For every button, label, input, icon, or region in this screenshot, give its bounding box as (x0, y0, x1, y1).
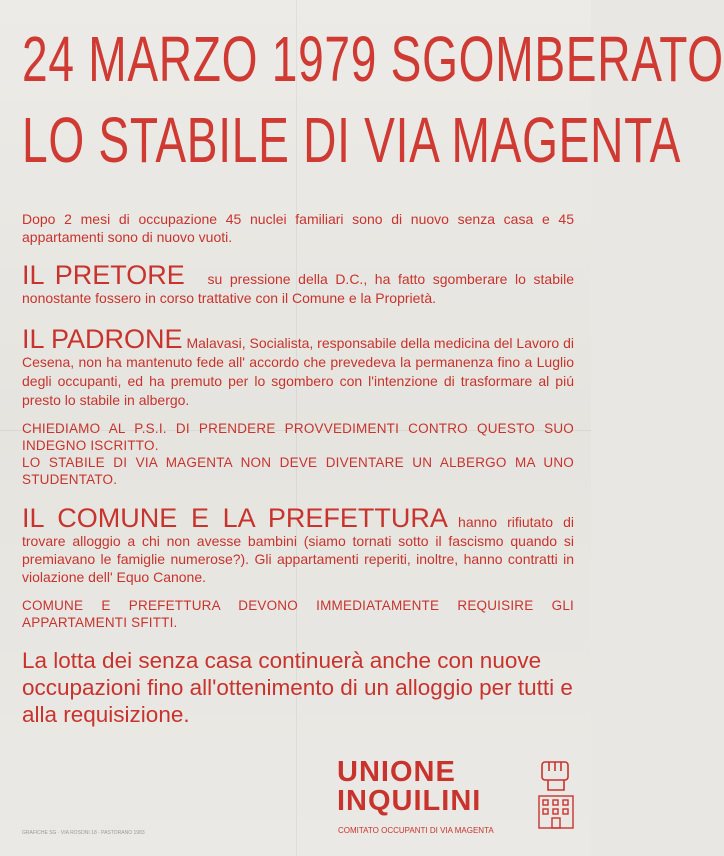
comune-text: hanno rifiutato di trovare alloggio a chi non avesse bambini (siamo tornati sotto il fascismo quando si premiavano le famiglie numerose?). Gli appartamenti reperiti, inoltre, hanno contratti in violazione dell' Equo Canone. (22, 514, 574, 585)
comune-heading: IL COMUNE E LA PREFETTURA (22, 503, 448, 533)
padrone-text: Malavasi, Socialista, responsabile della medicina del Lavoro di Cesena, non ha mantenuto fede all' accordo che prevedeva la permanenza fino a Luglio degli occupanti, ed ha premuto per lo sgombero con l'intenzione di trasformare al piú presto lo stabile in albergo. (22, 335, 575, 408)
demand-studentato: LO STABILE DI VIA MAGENTA NON DEVE DIVENTARE UN ALBERGO MA UNO STUDENTATO. (22, 455, 574, 487)
headline-line-2: LO STABILE DI VIA MAGENTA (22, 104, 682, 176)
logo-line-2: INQUILINI (337, 785, 482, 817)
demand-requisire: COMUNE E PREFETTURA DEVONO IMMEDIATAMENTE REQUISIRE GLI APPARTAMENTI SFITTI. (22, 598, 574, 630)
padrone-paragraph (22, 326, 574, 410)
logo-unione-inquilini (337, 758, 481, 816)
logo-subtitle: COMITATO OCCUPANTI DI VIA MAGENTA (338, 826, 494, 835)
logo-line-1: UNIONE (337, 756, 456, 788)
printer-imprint: GRAFICHE SG · VIA ROSONI 18 · PASTORANO 1983 (22, 830, 145, 836)
building-icon (539, 796, 573, 828)
padrone-heading: IL PADRONE (22, 324, 183, 354)
fist-building-emblem (536, 758, 576, 830)
closing-statement: La lotta dei senza casa continuerà anche con nuove occupazioni fino all'ottenimento di un alloggio per tutti e alla requisizione. (22, 648, 573, 727)
headline-line-1: 24 MARZO 1979 SGOMBERATO (22, 23, 724, 95)
pretore-text: su pressione della D.C., ha fatto sgomberare lo stabile nonostante fossero in corso trattative con il Comune e la Proprietà. (22, 271, 574, 306)
demand-psi: CHIEDIAMO AL P.S.I. DI PRENDERE PROVVEDIMENTI CONTRO QUESTO SUO INDEGNO ISCRITTO. (22, 421, 574, 453)
pretore-heading: IL PRETORE (22, 260, 185, 290)
pretore-paragraph (22, 262, 574, 308)
comune-paragraph (22, 505, 574, 586)
raised-fist-icon (542, 762, 568, 790)
intro-paragraph: Dopo 2 mesi di occupazione 45 nuclei familiari sono di nuovo senza casa e 45 appartamenti sono di nuovo vuoti. (22, 211, 574, 245)
